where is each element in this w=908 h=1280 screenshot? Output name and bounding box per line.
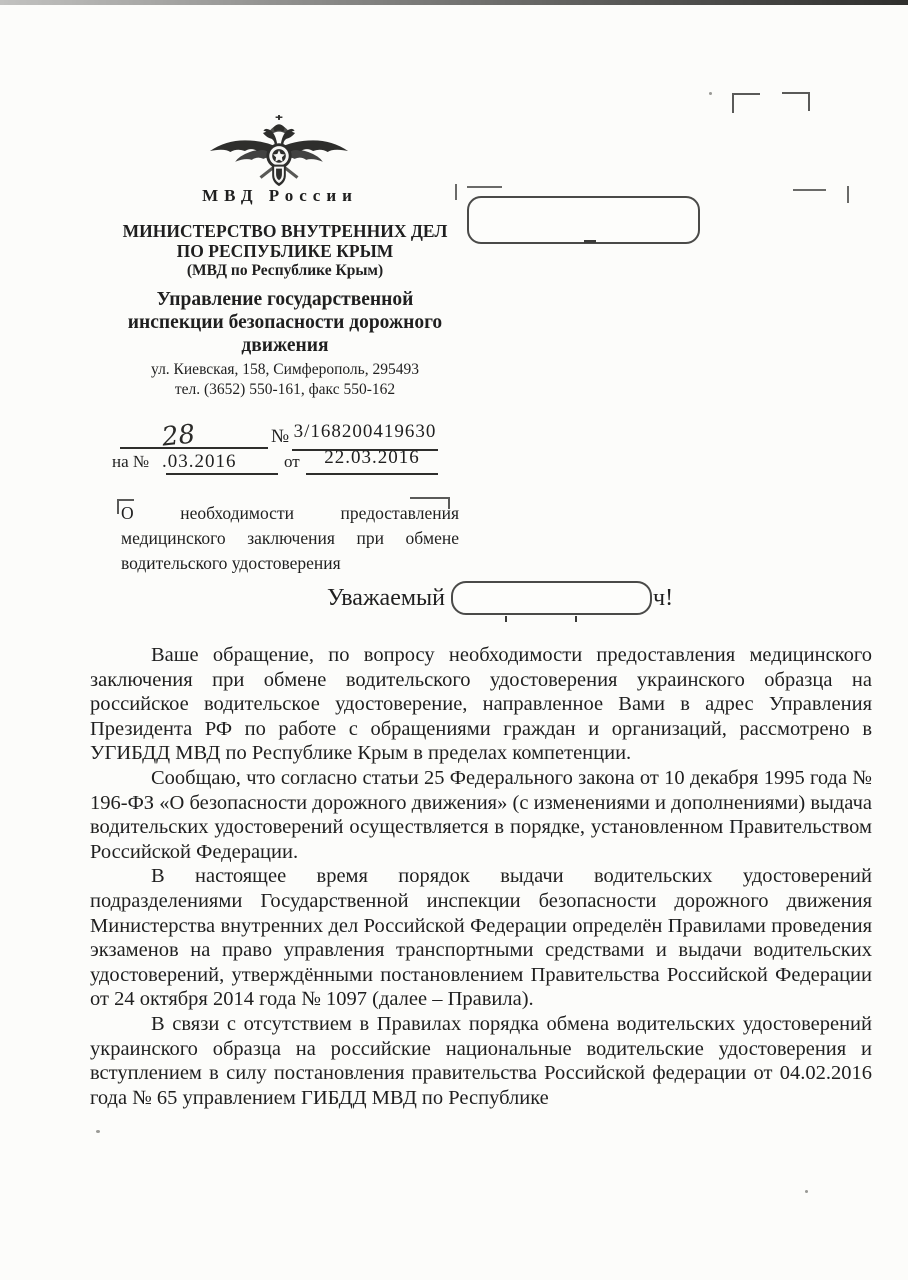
crop-mark-right (782, 92, 810, 111)
address-block (112, 360, 458, 400)
scan-speck (805, 1190, 808, 1193)
salutation (327, 581, 673, 615)
recipient-mark-dash (467, 186, 502, 188)
phone-line: тел. (3652) 550-161, факс 550-162 (174, 381, 396, 398)
eagle-caption: МВД России (202, 186, 358, 205)
redaction-notch (584, 240, 596, 243)
from-label: от (284, 452, 300, 471)
letter-body (90, 643, 872, 1110)
redaction-notch (575, 616, 577, 622)
handwritten-day: 28 (160, 419, 197, 453)
redaction-box-name (451, 581, 652, 615)
division-name (112, 288, 458, 357)
outgoing-date-rest: .03.2016 (162, 451, 237, 472)
scan-top-edge-artifact (0, 0, 908, 5)
outgoing-number-field: 3/168200419630 (292, 421, 438, 451)
body-paragraph-1: Ваше обращение, по вопросу необходимости предоставления медицинского заключения при обмене водительского удостоверения украинского образца на российское водительское удостоверение, направленное Вами в адрес Управления Президента РФ по работе с обращениями граждан и организаций, рассмотрено в УГИБДД МВД по Республике Крым в пределах компетенции. (90, 644, 872, 765)
redaction-box-recipient (467, 196, 700, 244)
scan-speck (709, 92, 712, 95)
body-paragraph-4: В связи с отсутствием в Правилах порядка обмена водительских удостоверений украинского образца на российские национальные водительские удостоверения и вступлением в силу постановления правительства Российской федерации от 04.02.2016 года № 65 управлением ГИБДД МВД по Республике (90, 1012, 872, 1109)
ministry-line-2: ПО РЕСПУБЛИКЕ КРЫМ (176, 241, 394, 261)
division-line-2: инспекции безопасности дорожного (127, 312, 443, 333)
ministry-line-3: (МВД по Республике Крым) (186, 262, 384, 279)
redaction-notch (505, 616, 507, 622)
incoming-date-field: 22.03.2016 (306, 447, 438, 475)
reply-number-field (166, 447, 278, 475)
body-paragraph-3: В настоящее время порядок выдачи водительских удостоверений подразделениями Государственной инспекции безопасности дорожного движения Министерства внутренних дел Российской Федерации определён Правилами проведения экзаменов на право управления транспортными средствами и выдачи водительских удостоверений, утверждёнными постановлением Правительства Российской Федерации от 24 октября 2014 года № 1097 (далее – Правила). (90, 865, 872, 1011)
division-line-3: движения (241, 335, 329, 356)
ministry-line-1: МИНИСТЕРСТВО ВНУТРЕННИХ ДЕЛ (122, 221, 448, 241)
crop-mark-left (732, 93, 760, 113)
subject-line: О необходимости предоставления медицинского заключения при обмене водительского удостоверения (121, 503, 459, 573)
scan-speck (96, 1130, 100, 1133)
division-line-1: Управление государственной (156, 289, 414, 310)
ministry-name (112, 221, 458, 281)
address-line: ул. Киевская, 158, Симферополь, 295493 (151, 361, 419, 378)
recipient-mark-tick-right (847, 186, 849, 203)
body-paragraph-2: Сообщаю, что согласно статьи 25 Федерального закона от 10 декабря 1995 года № 196-ФЗ «О безопасности дорожного движения» (с изменениями и дополнениями) выдача водительских удостоверений осуществляется в порядке, установленном Правительством Российской Федерации. (90, 766, 872, 863)
recipient-mark-dash-right (793, 189, 826, 191)
number-sign: № (271, 426, 290, 447)
reply-to-label: на № (112, 452, 150, 471)
mvd-eagle-emblem-icon (206, 114, 352, 192)
salutation-word: Уважаемый (327, 584, 445, 611)
salutation-name-suffix: ч! (653, 584, 674, 611)
recipient-mark-tick (455, 184, 457, 200)
